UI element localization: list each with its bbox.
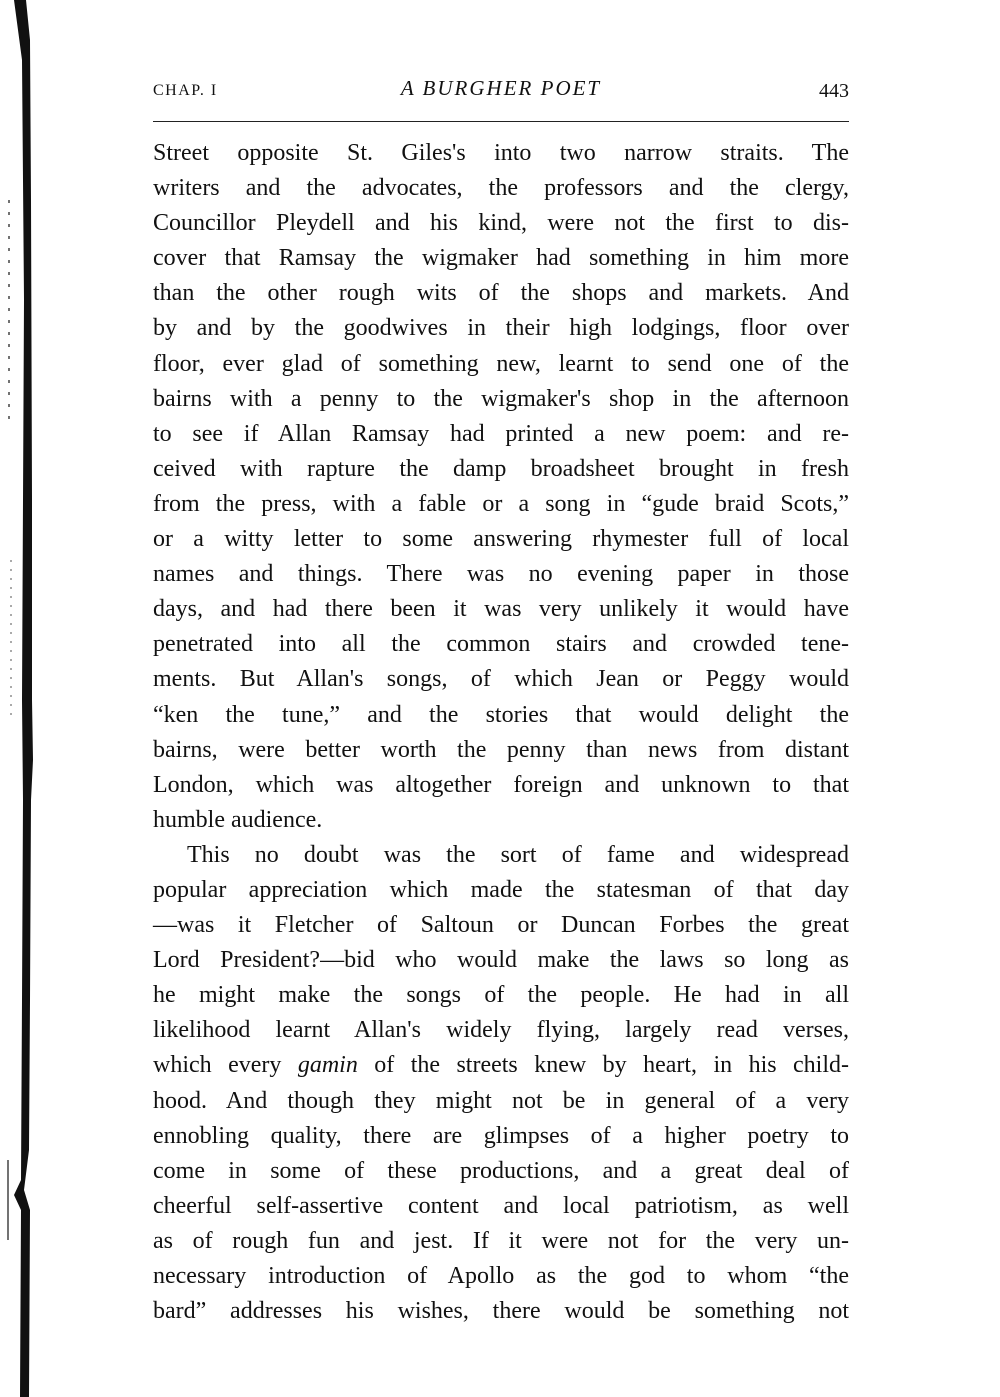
text-line: bairns with a penny to the wigmaker's shop in the afternoon: [153, 385, 849, 412]
text-line: London, which was altogether foreign and unknown to that: [153, 771, 849, 798]
body-text: [153, 136, 849, 1329]
italic-word: gamin: [297, 1052, 358, 1079]
text-line: he might make the songs of the people. He had in all: [153, 982, 849, 1009]
text-line: humble audience.: [153, 806, 323, 833]
text-line: as of rough fun and jest. If it were not for the very un-: [153, 1227, 849, 1254]
running-title: A BURGHER POET: [400, 76, 602, 100]
text-line: writers and the advocates, the professors and the clergy,: [153, 175, 849, 202]
text-line: likelihood learnt Allan's widely flying, largely read verses,: [153, 1017, 849, 1044]
page-number: 443: [819, 80, 849, 102]
text-line: ennobling quality, there are glimpses of a higher poetry to: [153, 1122, 849, 1149]
text-fragment: of the streets knew by heart, in his child-: [374, 1052, 849, 1079]
text-line: bairns, were better worth the penny than news from distant: [153, 736, 849, 763]
text-line: popular appreciation which made the statesman of that day: [153, 876, 849, 903]
text-line: —was it Fletcher of Saltoun or Duncan Forbes the great: [153, 912, 849, 939]
text-line: “ken the tune,” and the stories that would delight the: [153, 701, 849, 728]
text-line: bard” addresses his wishes, there would be something not: [153, 1298, 849, 1325]
text-line: floor, ever glad of something new, learnt to send one of the: [153, 350, 849, 377]
paragraph: [153, 136, 849, 838]
text-line: cover that Ramsay the wigmaker had something in him more: [153, 245, 849, 272]
text-line: Councillor Pleydell and his kind, were not the first to dis-: [153, 210, 849, 237]
text-line: Lord President?—bid who would make the laws so long as: [153, 947, 849, 974]
text-line: Street opposite St. Giles's into two narrow straits. The: [153, 140, 849, 166]
text-line: [153, 1048, 849, 1083]
text-line: from the press, with a fable or a song in “gude braid Scots,”: [153, 490, 849, 517]
chapter-label: CHAP. I: [153, 82, 218, 99]
header-rule: [153, 121, 849, 122]
book-binding-edge: [0, 0, 60, 1397]
text-line: This no doubt was the sort of fame and widespread: [187, 841, 849, 868]
text-line: ments. But Allan's songs, of which Jean or Peggy would: [153, 666, 849, 693]
text-line: than the other rough wits of the shops and markets. And: [153, 280, 849, 307]
running-header: [153, 76, 849, 106]
text-line: ceived with rapture the damp broadsheet brought in fresh: [153, 455, 849, 482]
paragraph: [153, 838, 849, 1329]
text-line: penetrated into all the common stairs and crowded tene-: [153, 631, 849, 658]
text-line: necessary introduction of Apollo as the god to whom “the: [153, 1263, 849, 1289]
text-line: come in some of these productions, and a great deal of: [153, 1157, 849, 1184]
text-line: cheerful self-assertive content and local patriotism, as well: [153, 1192, 849, 1219]
text-line: names and things. There was no evening paper in those: [153, 561, 849, 588]
text-line: by and by the goodwives in their high lodgings, floor over: [153, 315, 849, 342]
text-fragment: which every: [153, 1052, 282, 1079]
text-line: days, and had there been it was very unlikely it would have: [153, 596, 849, 623]
text-line: hood. And though they might not be in general of a very: [153, 1087, 849, 1114]
text-line: to see if Allan Ramsay had printed a new poem: and re-: [153, 420, 849, 447]
text-line: or a witty letter to some answering rhymester full of local: [153, 526, 849, 553]
